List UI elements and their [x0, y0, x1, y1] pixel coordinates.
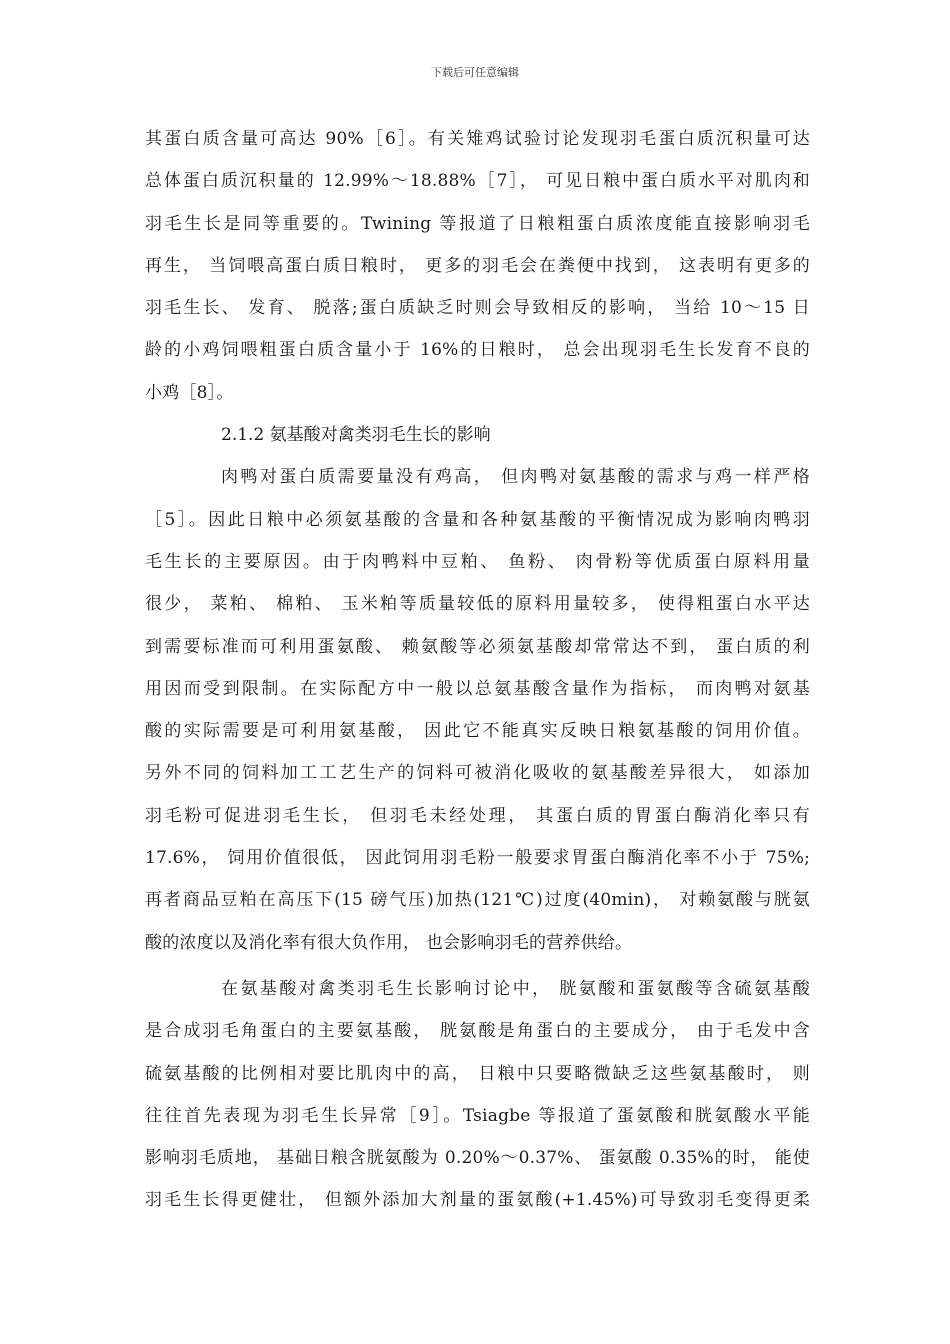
- page-header: 下载后可任意编辑: [431, 66, 519, 79]
- text-line: 羽毛生长是同等重要的。Twining 等报道了日粮粗蛋白质浓度能直接影响羽毛: [145, 213, 810, 234]
- text-line: 再生， 当饲喂高蛋白质日粮时， 更多的羽毛会在粪便中找到， 这表明有更多的: [145, 255, 810, 276]
- text-line: 往往首先表现为羽毛生长异常［9］。Tsiagbe 等报道了蛋氨酸和胱氨酸水平能: [145, 1105, 810, 1126]
- paragraph-2: [145, 456, 810, 964]
- text-line: 很少， 菜粕、 棉粕、 玉米粕等质量较低的原料用量较多， 使得粗蛋白水平达: [145, 594, 810, 615]
- text-line: 用因而受到限制。在实际配方中一般以总氨基酸含量作为指标， 而肉鸭对氨基: [145, 678, 810, 699]
- text-line: 总体蛋白质沉积量的 12.99%～18.88%［7］， 可见日粮中蛋白质水平对肌肉和: [145, 171, 810, 192]
- text-line: 17.6%， 饲用价值很低， 因此饲用羽毛粉一般要求胃蛋白酶消化率不小于 75%;: [145, 848, 810, 869]
- text-line: 到需要标准而可利用蛋氨酸、 赖氨酸等必须氨基酸却常常达不到， 蛋白质的利: [145, 636, 810, 657]
- text-line: 羽毛粉可促进羽毛生长， 但羽毛未经处理， 其蛋白质的胃蛋白酶消化率只有: [145, 805, 810, 826]
- text-line: ［5］。因此日粮中必须氨基酸的含量和各种氨基酸的平衡情况成为影响肉鸭羽: [145, 509, 810, 530]
- text-line: 毛生长的主要原因。由于肉鸭料中豆粕、 鱼粉、 肉骨粉等优质蛋白原料用量: [145, 551, 810, 572]
- text-line: 酸的实际需要是可利用氨基酸， 因此它不能真实反映日粮氨基酸的饲用价值。: [145, 721, 810, 742]
- text-line: 肉鸭对蛋白质需要量没有鸡高， 但肉鸭对氨基酸的需求与鸡一样严格: [221, 467, 810, 488]
- text-line: 影响羽毛质地， 基础日粮含胱氨酸为 0.20%～0.37%、 蛋氨酸 0.35%的时， 能使: [145, 1148, 810, 1169]
- text-line: 其蛋白质含量可高达 90%［6］。有关雉鸡试验讨论发现羽毛蛋白质沉积量可达: [145, 129, 810, 149]
- text-line: 龄的小鸡饲喂粗蛋白质含量小于 16%的日粮时， 总会出现羽毛生长发育不良的: [145, 340, 810, 361]
- text-line: 再者商品豆粕在高压下(15 磅气压)加热(121℃)过度(40min)， 对赖氨酸与胱氨: [145, 890, 810, 911]
- text-line: 羽毛生长、 发育、 脱落;蛋白质缺乏时则会导致相反的影响， 当给 10～15 日: [145, 298, 810, 319]
- text-line: 硫氨基酸的比例相对要比肌肉中的高， 日粮中只要略微缺乏这些氨基酸时， 则: [145, 1063, 810, 1084]
- text-line: 羽毛生长得更健壮， 但额外添加大剂量的蛋氨酸(+1.45%)可导致羽毛变得更柔: [145, 1190, 810, 1211]
- text-line: 在氨基酸对禽类羽毛生长影响讨论中， 胱氨酸和蛋氨酸等含硫氨基酸: [221, 978, 810, 999]
- paragraph-1: [145, 118, 810, 414]
- text-line: 酸的浓度以及消化率有很大负作用， 也会影响羽毛的营养供给。: [145, 932, 633, 953]
- text-line: 小鸡［8］。: [145, 382, 234, 403]
- text-line: 另外不同的饲料加工工艺生产的饲料可被消化吸收的氨基酸差异很大， 如添加: [145, 763, 810, 784]
- document-body: [145, 118, 810, 1222]
- paragraph-3: [145, 968, 810, 1222]
- section-heading: 2.1.2 氨基酸对禽类羽毛生长的影响: [221, 425, 491, 446]
- text-line: 是合成羽毛角蛋白的主要氨基酸， 胱氨酸是角蛋白的主要成分， 由于毛发中含: [145, 1021, 810, 1042]
